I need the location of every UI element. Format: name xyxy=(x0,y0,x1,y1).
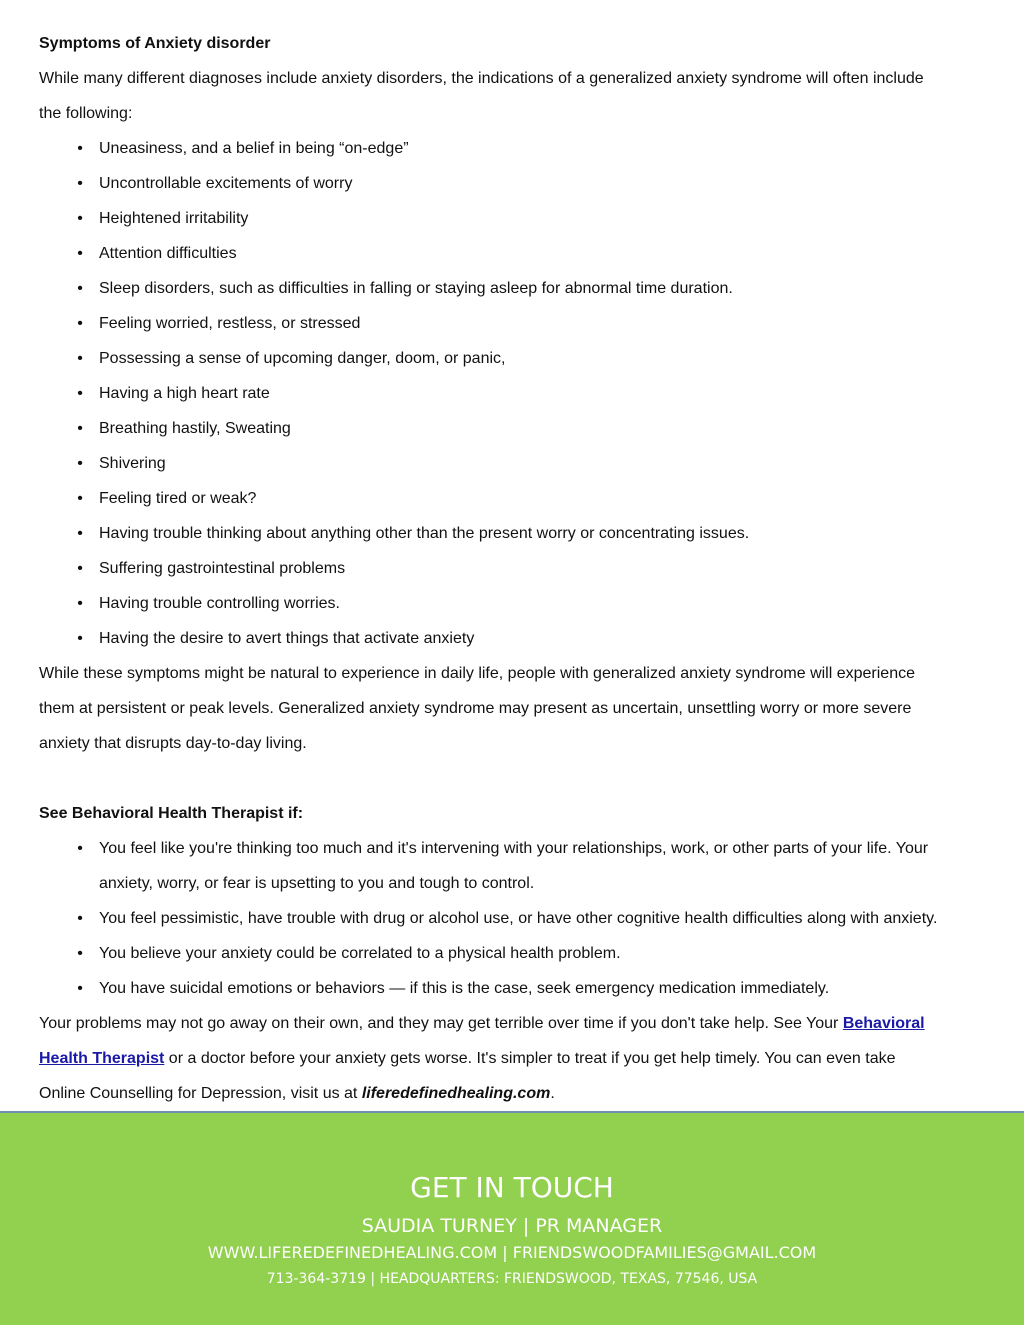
list-item-text: You have suicidal emotions or behaviors — if this is the case, seek emergency medication immediately. xyxy=(99,980,830,997)
list-item-text: Uncontrollable excitements of worry xyxy=(99,175,353,192)
list-item-text: Having a high heart rate xyxy=(99,385,270,402)
list-item-text: Shivering xyxy=(99,455,166,472)
document-body xyxy=(39,26,989,1111)
list-item xyxy=(39,901,989,936)
list-item-text: Sleep disorders, such as difficulties in falling or staying asleep for abnormal time duration. xyxy=(99,280,733,297)
list-item-text: Suffering gastrointestinal problems xyxy=(99,560,346,577)
list-item-text: Feeling worried, restless, or stressed xyxy=(99,315,361,332)
behavioral-health-therapist-link-cont[interactable]: Health Therapist xyxy=(39,1050,165,1067)
bullet-icon: • xyxy=(77,945,83,962)
website-name: liferedefinedhealing.com xyxy=(361,1085,551,1102)
bullet-icon: • xyxy=(77,385,83,402)
list-item-text: You believe your anxiety could be correlated to a physical health problem. xyxy=(99,945,621,962)
bullet-icon: • xyxy=(77,210,83,227)
intro-line-1: While many different diagnoses include anxiety disorders, the indications of a generalized anxiety syndrome will often include xyxy=(39,70,924,87)
intro-line-2: the following: xyxy=(39,105,133,122)
outro-line-3: anxiety that disrupts day-to-day living. xyxy=(39,735,307,752)
list-item-text: Feeling tired or weak? xyxy=(99,490,257,507)
bullet-icon: • xyxy=(77,315,83,332)
bullet-icon: • xyxy=(77,245,83,262)
list-item xyxy=(39,586,989,621)
list-item-text: Heightened irritability xyxy=(99,210,249,227)
list-item xyxy=(39,271,989,306)
list-item xyxy=(39,971,989,1006)
outro-line-2: them at persistent or peak levels. Generalized anxiety syndrome may present as uncertain, unsettling worry or more severe xyxy=(39,700,912,717)
list-item xyxy=(39,201,989,236)
list-item-text: Having the desire to avert things that activate anxiety xyxy=(99,630,475,647)
bullet-icon: • xyxy=(77,980,83,997)
list-item xyxy=(39,236,989,271)
bullet-icon: • xyxy=(77,595,83,612)
symptoms-list xyxy=(39,131,989,656)
footer-web-email: WWW.LIFEREDEFINEDHEALING.COM | FRIENDSWOODFAMILIES@GMAIL.COM xyxy=(207,1243,817,1262)
list-item xyxy=(39,166,989,201)
list-item xyxy=(39,446,989,481)
list-item xyxy=(39,376,989,411)
bullet-icon: • xyxy=(77,175,83,192)
list-item-continuation xyxy=(39,866,989,901)
bullet-icon: • xyxy=(77,140,83,157)
footer-contact-name: SAUDIA TURNEY | PR MANAGER xyxy=(361,1215,663,1237)
outro-line-1: While these symptoms might be natural to experience in daily life, people with generalized anxiety syndrome will experience xyxy=(39,665,915,682)
bullet-icon: • xyxy=(77,525,83,542)
closing-text: Your problems may not go away on their own, and they may get terrible over time if you don't take help. See Your xyxy=(39,1015,843,1032)
list-item xyxy=(39,621,989,656)
list-item xyxy=(39,551,989,586)
paragraph-spacer xyxy=(39,761,989,796)
list-item-text: Having trouble thinking about anything other than the present worry or concentrating issues. xyxy=(99,525,750,542)
bullet-icon: • xyxy=(77,455,83,472)
bullet-icon: • xyxy=(77,420,83,437)
behavioral-health-therapist-link[interactable]: Behavioral xyxy=(842,1015,925,1032)
footer-title: GET IN TOUCH xyxy=(410,1171,614,1204)
list-item xyxy=(39,481,989,516)
closing-line-3 xyxy=(39,1076,989,1111)
bullet-icon: • xyxy=(77,630,83,647)
list-item xyxy=(39,936,989,971)
bullet-icon: • xyxy=(77,280,83,297)
bullet-icon: • xyxy=(77,840,83,857)
list-item-text: Uneasiness, and a belief in being “on-edge” xyxy=(99,140,409,157)
list-item-text: Having trouble controlling worries. xyxy=(99,595,340,612)
contact-footer xyxy=(0,1111,1024,1325)
footer-address: 713-364-3719 | HEADQUARTERS: FRIENDSWOOD, TEXAS, 77546, USA xyxy=(266,1271,758,1287)
list-item xyxy=(39,411,989,446)
therapist-heading: See Behavioral Health Therapist if: xyxy=(39,805,304,822)
list-item xyxy=(39,831,989,866)
closing-text: or a doctor before your anxiety gets worse. It's simpler to treat if you get help timely. You can even take xyxy=(164,1050,896,1067)
list-item-text: Possessing a sense of upcoming danger, doom, or panic, xyxy=(99,350,506,367)
closing-line-2 xyxy=(39,1041,989,1076)
therapist-list xyxy=(39,831,989,1006)
list-item-text: Breathing hastily, Sweating xyxy=(99,420,291,437)
list-item-text: You feel like you're thinking too much and it's intervening with your relationships, work, or other parts of your life. Your xyxy=(99,840,929,857)
bullet-icon: • xyxy=(77,560,83,577)
list-item-text: Attention difficulties xyxy=(99,245,237,262)
list-item-text: You feel pessimistic, have trouble with drug or alcohol use, or have other cognitive health difficulties along with anxiety. xyxy=(99,910,938,927)
list-item xyxy=(39,131,989,166)
list-item xyxy=(39,516,989,551)
list-item-text: anxiety, worry, or fear is upsetting to you and tough to control. xyxy=(99,875,535,892)
closing-text: Online Counselling for Depression, visit us at xyxy=(39,1085,362,1102)
list-item xyxy=(39,341,989,376)
list-item xyxy=(39,306,989,341)
bullet-icon: • xyxy=(77,910,83,927)
bullet-icon: • xyxy=(77,490,83,507)
bullet-icon: • xyxy=(77,350,83,367)
closing-period: . xyxy=(550,1085,555,1102)
closing-line-1 xyxy=(39,1006,989,1041)
symptoms-heading: Symptoms of Anxiety disorder xyxy=(39,35,271,52)
